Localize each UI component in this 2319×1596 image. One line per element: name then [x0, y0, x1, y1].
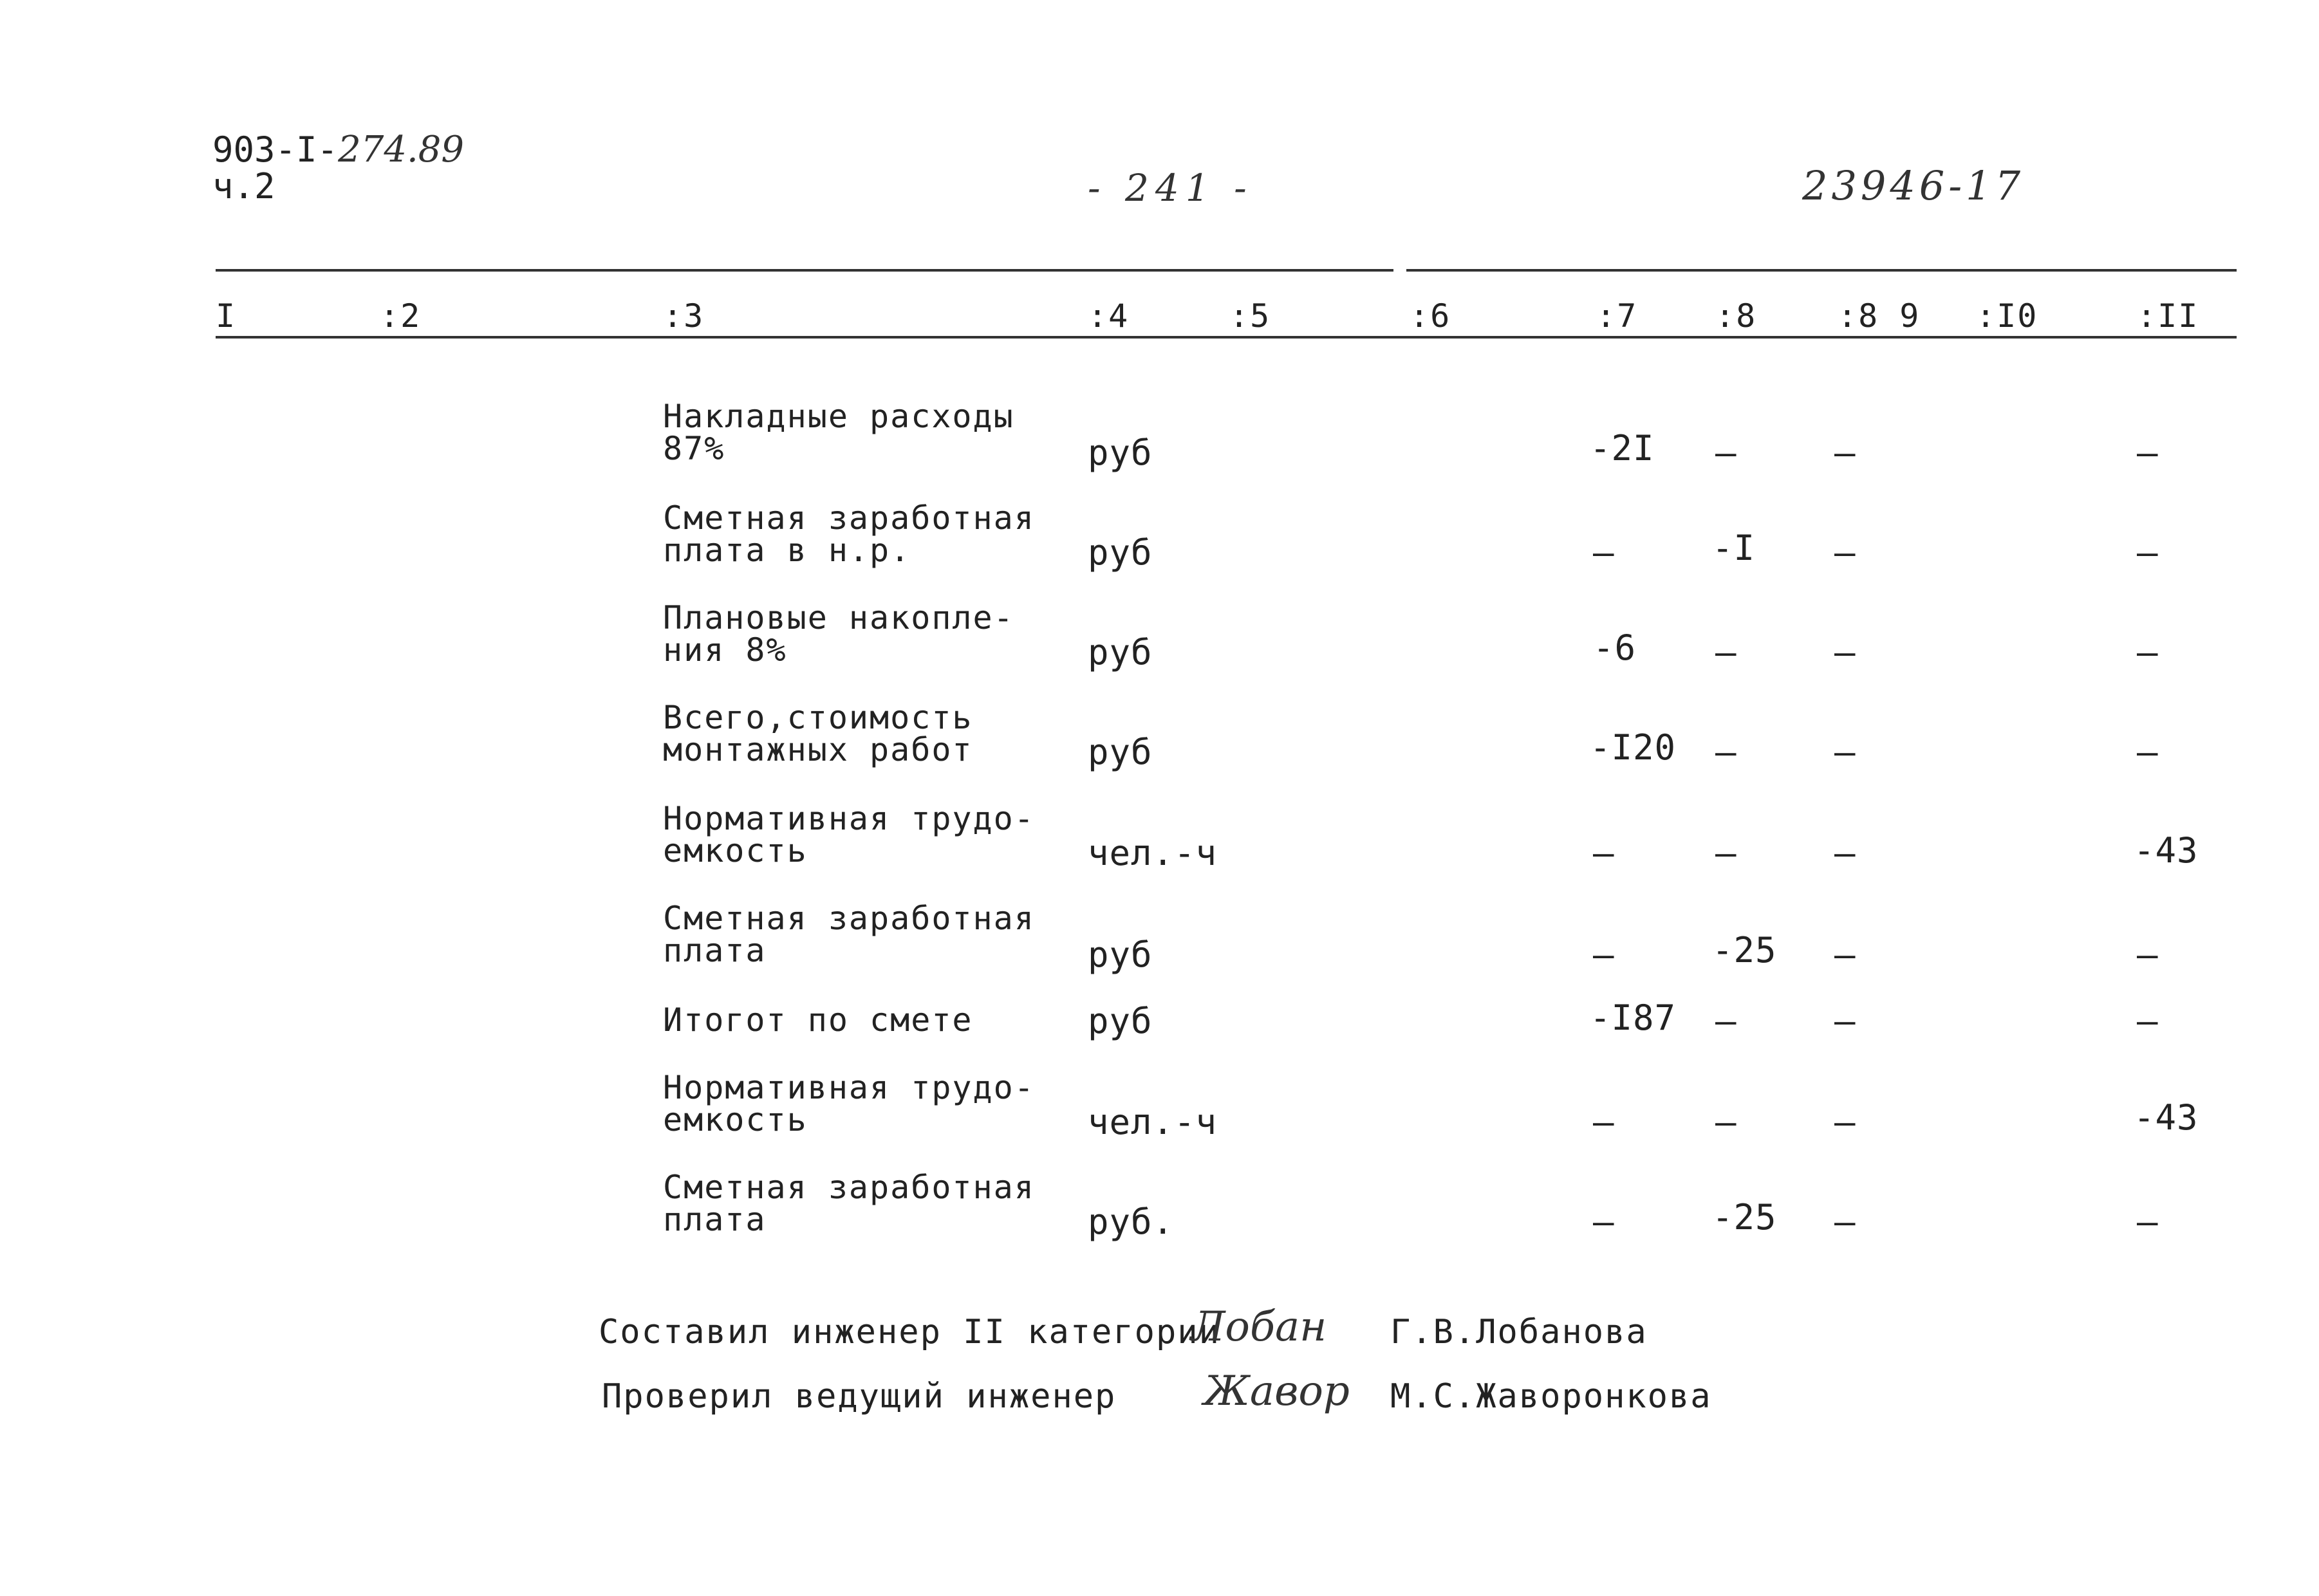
column-header-10: :I0	[1976, 297, 2038, 335]
row-8-name	[663, 1069, 1035, 1138]
row-7-col-7: -I87	[1590, 998, 1677, 1038]
column-header-2: :2	[380, 297, 422, 335]
row-4-col-9: –	[1834, 732, 1856, 772]
row-9-col-11: –	[2137, 1202, 2159, 1242]
row-3-name-line-2: ния 8%	[663, 631, 787, 669]
row-3-col-11: –	[2137, 632, 2159, 673]
row-8-col-8: –	[1715, 1102, 1737, 1142]
column-header-1: I	[216, 297, 237, 335]
row-1-col-8: –	[1715, 432, 1737, 473]
composed-by-name: Г.В.Лобанова	[1390, 1313, 1648, 1351]
row-4-name-line-2: монтажных работ	[663, 731, 973, 768]
row-8-col-9: –	[1834, 1102, 1856, 1142]
row-9-col-7: –	[1593, 1202, 1615, 1242]
composed-by-signature: Лобан	[1191, 1303, 1327, 1351]
row-2-col-8: -I	[1712, 528, 1756, 568]
document-code-handwritten: 274.89	[338, 129, 465, 171]
row-2-col-7: –	[1593, 532, 1615, 573]
row-5-name	[663, 800, 1035, 869]
row-7-name	[663, 1001, 973, 1039]
row-7-col-9: –	[1834, 1001, 1856, 1041]
row-9-name	[663, 1171, 1035, 1236]
row-8-col-11: -43	[2134, 1097, 2199, 1138]
row-6-col-11: –	[2137, 934, 2159, 975]
row-5-name-line-2: емкость	[663, 832, 808, 869]
row-4-col-8: –	[1715, 732, 1737, 772]
row-3-name	[663, 599, 1014, 669]
row-1-name-line-1: Накладные расходы	[663, 398, 1014, 435]
row-9-col-8: -25	[1712, 1197, 1777, 1238]
row-4-name	[663, 701, 973, 766]
row-9-name-line-1: Сметная заработная	[663, 1169, 1035, 1206]
row-5-col-9: –	[1834, 833, 1856, 873]
column-header-3: :3	[663, 297, 705, 335]
row-3-unit: руб	[1088, 632, 1153, 673]
table-top-rule-left	[216, 269, 1393, 272]
document-part: ч.2	[212, 166, 275, 207]
row-9-name-line-2: плата	[663, 1201, 767, 1238]
row-2-name	[663, 499, 1035, 569]
checked-by-signature: Жавор	[1204, 1368, 1350, 1415]
row-1-col-7: -2I	[1590, 428, 1655, 469]
row-8-name-line-2: емкость	[663, 1101, 808, 1138]
row-5-name-line-1: Нормативная трудо-	[663, 800, 1035, 837]
column-header-8: :8	[1715, 297, 1757, 335]
row-8-unit: чел.-ч	[1088, 1102, 1218, 1142]
row-3-col-8: –	[1715, 632, 1737, 673]
row-3-col-9: –	[1834, 632, 1856, 673]
row-1-name-line-2: 87%	[663, 430, 725, 467]
row-9-col-9: –	[1834, 1202, 1856, 1242]
row-2-col-9: –	[1834, 532, 1856, 573]
row-2-name-line-2: плата в н.р.	[663, 532, 911, 569]
row-4-col-7: -I20	[1590, 727, 1677, 768]
row-6-col-8: -25	[1712, 930, 1777, 970]
row-5-col-8: –	[1715, 833, 1737, 873]
row-8-col-7: –	[1593, 1102, 1615, 1142]
row-1-name	[663, 400, 1014, 465]
row-1-col-11: –	[2137, 432, 2159, 473]
row-6-unit: руб	[1088, 934, 1153, 975]
sheet-code: 23946-17	[1802, 162, 2025, 209]
row-2-unit: руб	[1088, 532, 1153, 573]
row-6-name	[663, 902, 1035, 967]
row-3-col-7: -6	[1593, 627, 1637, 668]
checked-by-label: Проверил ведущий инженер	[602, 1377, 1117, 1416]
row-7-name-line-1: Итогот по смете	[663, 1001, 973, 1039]
row-7-col-11: –	[2137, 1001, 2159, 1041]
row-5-col-11: -43	[2134, 830, 2199, 871]
table-top-rule-right	[1406, 269, 2237, 272]
row-6-name-line-1: Сметная заработная	[663, 900, 1035, 937]
document-code-printed: 903-I-	[212, 129, 339, 170]
row-1-col-9: –	[1834, 432, 1856, 473]
column-header-11: :II	[2137, 297, 2199, 335]
row-1-unit: руб	[1088, 432, 1153, 473]
row-6-col-9: –	[1834, 934, 1856, 975]
row-5-col-7: –	[1593, 833, 1615, 873]
row-4-name-line-1: Всего,стоимость	[663, 699, 973, 736]
column-header-9: :8 9	[1838, 297, 1921, 335]
page-number: - 241 -	[1088, 166, 1253, 210]
row-2-col-11: –	[2137, 532, 2159, 573]
row-4-col-11: –	[2137, 732, 2159, 772]
row-7-unit: руб	[1088, 1001, 1153, 1041]
table-header-bottom-rule	[216, 336, 2237, 339]
row-2-name-line-1: Сметная заработная	[663, 499, 1035, 537]
row-5-unit: чел.-ч	[1088, 833, 1218, 873]
column-header-4: :4	[1088, 297, 1130, 335]
row-6-name-line-2: плата	[663, 932, 767, 969]
row-6-col-7: –	[1593, 934, 1615, 975]
column-header-6: :6	[1410, 297, 1451, 335]
checked-by-name: М.С.Жаворонкова	[1390, 1377, 1712, 1416]
column-header-7: :7	[1596, 297, 1638, 335]
row-9-unit: руб.	[1088, 1202, 1175, 1242]
row-4-unit: руб	[1088, 732, 1153, 772]
row-3-name-line-1: Плановые накопле-	[663, 599, 1014, 636]
row-7-col-8: –	[1715, 1001, 1737, 1041]
column-header-5: :5	[1229, 297, 1271, 335]
document-code	[212, 129, 464, 171]
row-8-name-line-1: Нормативная трудо-	[663, 1069, 1035, 1106]
composed-by-label: Составил инженер II категории	[599, 1313, 1220, 1351]
